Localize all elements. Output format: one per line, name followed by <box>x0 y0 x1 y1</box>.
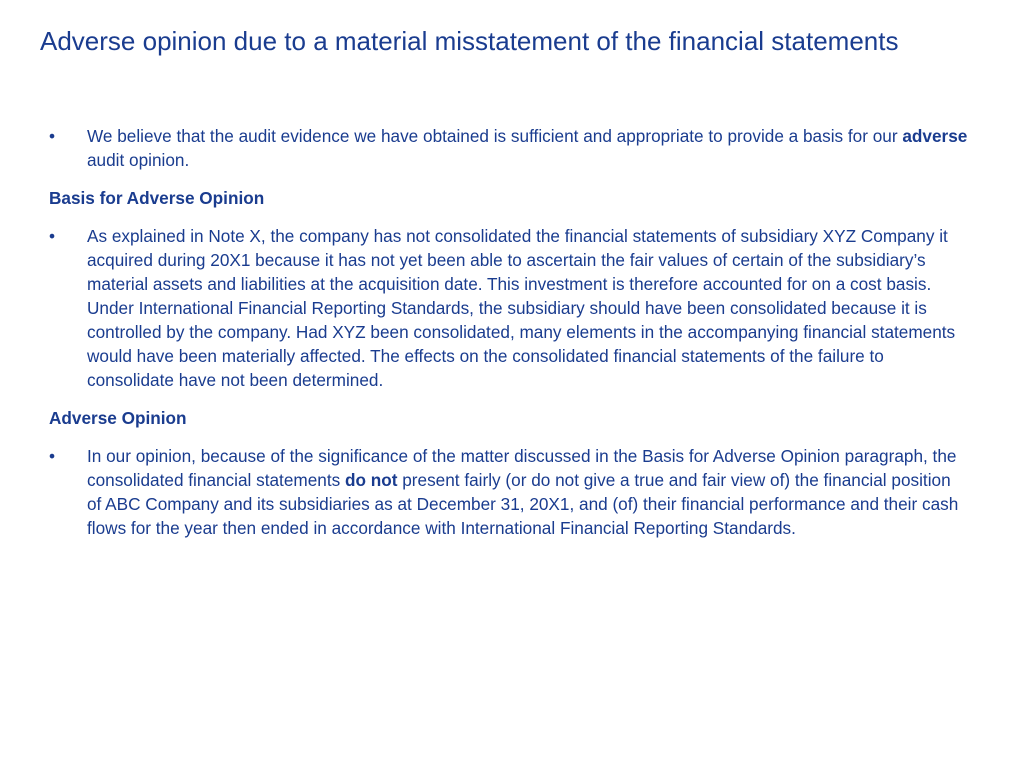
intro-text-start: We believe that the audit evidence we have obtained is sufficient and appropriate to provide a basis for our <box>87 126 903 146</box>
opinion-bullet-item <box>49 444 969 540</box>
bullet-marker: • <box>49 226 56 246</box>
intro-text-end: audit opinion. <box>87 150 190 170</box>
opinion-text-start: In our opinion, because of the significance of the matter discussed in the Basis for Adverse Opinion paragraph, the consolidated financial statements <box>87 446 957 490</box>
opinion-text-end: present fairly (or do not give a true and fair view of) the financial position of ABC Company and its subsidiaries as at December 31, 20X1, and (of) their financial performance and their cash flows for the year then ended in accordance with International Financial Reporting Standards. <box>87 470 959 538</box>
basis-heading: Basis for Adverse Opinion <box>49 188 265 208</box>
opinion-emphasis: do not <box>344 470 398 490</box>
basis-bullet-item <box>49 224 969 392</box>
opinion-heading: Adverse Opinion <box>49 408 187 428</box>
intro-emphasis: adverse <box>902 126 968 146</box>
bullet-marker: • <box>49 126 56 146</box>
intro-bullet-item <box>49 124 969 172</box>
slide-body <box>49 124 969 554</box>
bullet-marker: • <box>49 446 56 466</box>
slide-title: Adverse opinion due to a material misstatement of the financial statements <box>40 26 899 56</box>
basis-text: As explained in Note X, the company has not consolidated the financial statements of subsidiary XYZ Company it acquired during 20X1 because it has not yet been able to ascertain the fair values of certain of the subsidiary’s material assets and liabilities at the acquisition date. This investment is therefore accounted for on a cost basis. Under International Financial Reporting Standards, the subsidiary should have been consolidated because it is controlled by the company. Had XYZ been consolidated, many elements in the accompanying financial statements would have been materially affected. The effects on the consolidated financial statements of the failure to consolidate have not been determined. <box>87 226 956 390</box>
